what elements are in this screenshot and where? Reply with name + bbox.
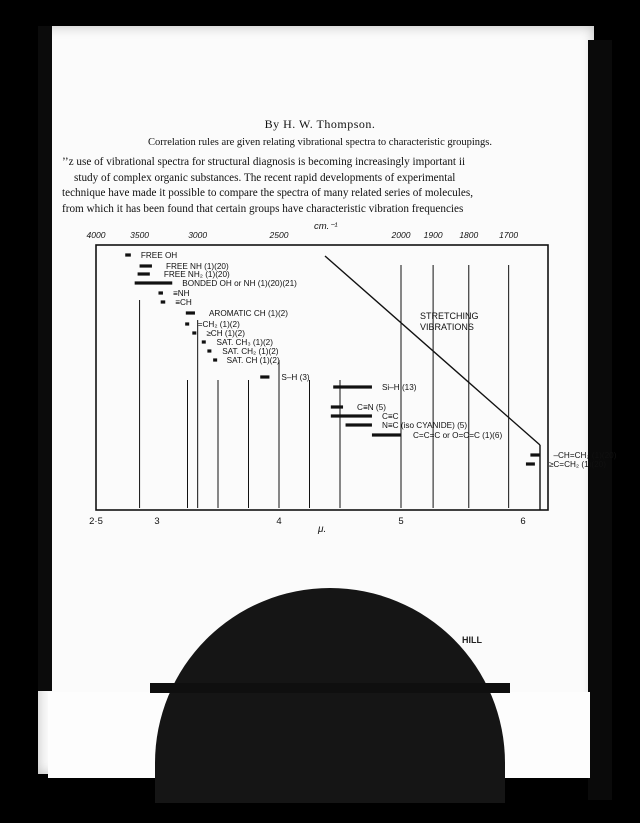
stamp-text: HILL xyxy=(462,635,482,645)
top-axis-unit: cm.⁻¹ xyxy=(314,221,338,232)
bottom-tick-label: 6 xyxy=(520,516,526,527)
band-label: SAT. CH₃ (1)(2) xyxy=(216,338,273,347)
band-bar xyxy=(526,462,535,465)
body-line: from which it has been found that certain groups have characteristic vibration frequencies xyxy=(62,202,464,215)
band-bar xyxy=(331,405,343,408)
band-bar xyxy=(138,272,150,275)
band-label: SAT. CH (1)(2) xyxy=(226,356,280,365)
band-bar xyxy=(331,414,372,417)
body-line: study of complex organic substances. The recent rapid developments of experimental xyxy=(74,171,456,184)
region-label-line-1: STRETCHING xyxy=(420,311,479,321)
band-label: FREE OH xyxy=(140,251,178,260)
bottom-axis-unit: μ. xyxy=(318,524,327,535)
band-label: –CH=CH₂ (1)(20) xyxy=(553,451,617,460)
band-bar xyxy=(346,423,372,426)
band-label: FREE NH₂ (1)(20) xyxy=(163,270,230,279)
body-line: technique have made it possible to compare the spectra of many related series of molecules, xyxy=(62,187,473,199)
region-label-line-2: VIBRATIONS xyxy=(420,322,474,332)
blob-base-shadow xyxy=(150,683,510,693)
band-label: ≡NH xyxy=(172,289,190,298)
band-label: N≡C (iso CYANIDE) (5) xyxy=(381,421,468,430)
body-line: ’’z use of vibrational spectra for structural diagnosis is becoming increasingly important ii xyxy=(62,156,466,168)
bottom-tick-label: 4 xyxy=(276,516,282,527)
band-label: FREE NH (1)(20) xyxy=(165,262,229,271)
top-tick-label: 2000 xyxy=(391,230,411,240)
band-bar xyxy=(213,358,217,361)
band-bar xyxy=(202,340,206,343)
band-label: =CH₂ (1)(2) xyxy=(197,320,240,329)
top-tick-label: 1900 xyxy=(423,230,443,240)
top-tick-label: 1800 xyxy=(459,230,479,240)
band-label: C≡N (5) xyxy=(357,403,386,412)
band-label: S–H (3) xyxy=(281,373,310,382)
band-label: ≡CH xyxy=(175,298,192,307)
top-tick-label: 1700 xyxy=(499,230,519,240)
band-bar xyxy=(161,300,166,303)
band-bar xyxy=(260,375,269,378)
top-tick-label: 2500 xyxy=(269,230,289,240)
band-label: C≡C xyxy=(381,412,399,421)
band-bar xyxy=(207,349,211,352)
top-tick-label: 3000 xyxy=(188,230,208,240)
band-bar xyxy=(158,291,162,294)
band-label: ≥CH (1)(2) xyxy=(206,329,245,338)
bottom-tick-label: 3 xyxy=(154,516,160,527)
band-bar xyxy=(192,331,196,334)
band-bar xyxy=(372,433,401,436)
bottom-tick-label: 5 xyxy=(398,516,404,527)
band-label: C=C=C or O=C=C (1)(6) xyxy=(413,431,503,440)
band-bar xyxy=(185,322,189,325)
band-label: BONDED OH or NH (1)(20)(21) xyxy=(182,279,297,288)
band-bar xyxy=(140,264,152,267)
band-bar xyxy=(333,385,372,388)
band-label: AROMATIC CH (1)(2) xyxy=(208,309,288,318)
top-tick-label: 4000 xyxy=(86,230,106,240)
band-label: SAT. CH₂ (1)(2) xyxy=(222,347,279,356)
band-bar xyxy=(135,281,173,284)
author-byline: By H. W. Thompson. xyxy=(264,117,376,131)
article-subtitle: Correlation rules are given relating vibrational spectra to characteristic groupings. xyxy=(147,137,493,148)
bottom-tick-label: 2·5 xyxy=(89,516,103,527)
top-tick-label: 3500 xyxy=(130,230,150,240)
band-bar xyxy=(530,453,539,456)
chart-frame xyxy=(96,245,548,510)
band-label: Si–H (13) xyxy=(381,383,417,392)
band-label: ≥C=CH₂ (1)(20) xyxy=(548,460,606,469)
band-bar xyxy=(125,253,131,256)
band-bar xyxy=(186,311,195,314)
